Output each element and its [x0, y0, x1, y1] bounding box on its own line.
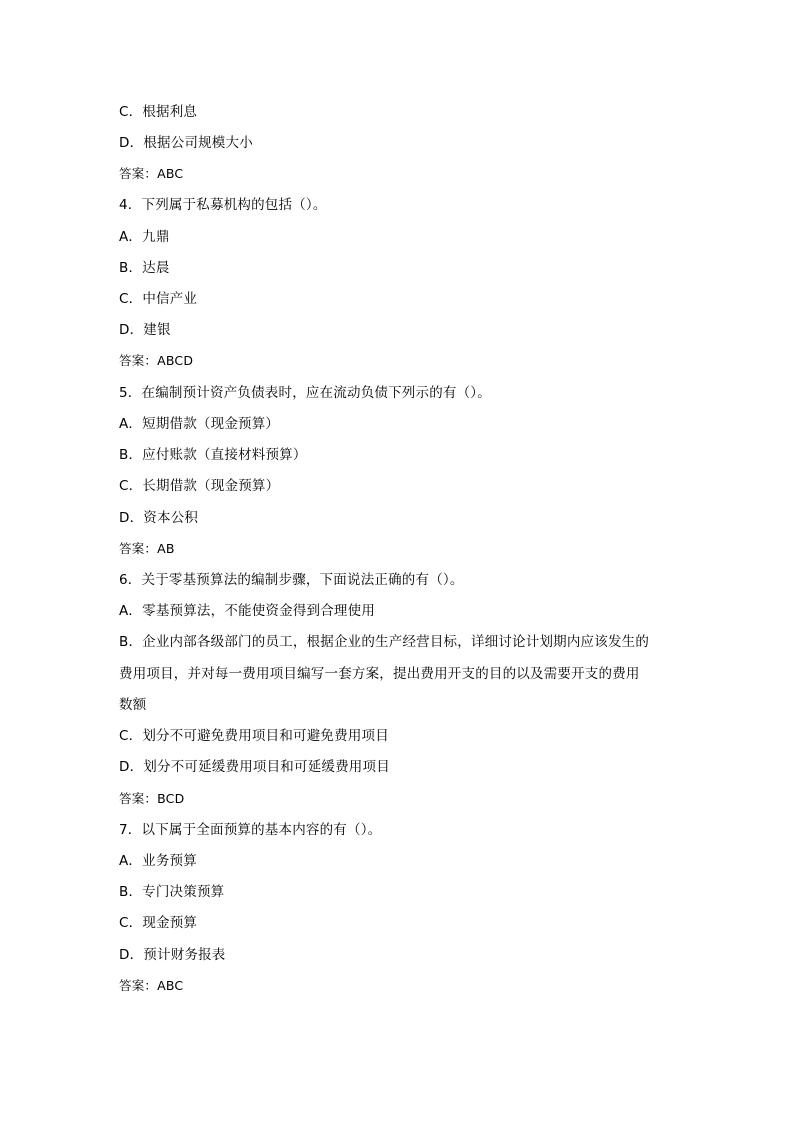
question-5: 5．在编制预计资产负债表时，应在流动负债下列示的有（）。 — [119, 385, 491, 401]
option-c-q5: C．长期借款（现金预算） — [119, 478, 280, 494]
option-d-q5: D．资本公积 — [119, 510, 199, 526]
answer-q3: 答案：ABC — [119, 166, 184, 181]
question-4: 4．下列属于私募机构的包括（）。 — [119, 197, 327, 213]
option-b-q6-line3: 数额 — [119, 697, 147, 713]
option-c-q7: C．现金预算 — [119, 915, 198, 931]
option-d-q6: D．划分不可延缓费用项目和可延缓费用项目 — [119, 759, 390, 775]
answer-q4: 答案：ABCD — [119, 353, 194, 368]
option-d-q4: D．建银 — [119, 322, 171, 338]
question-7: 7．以下属于全面预算的基本内容的有（）。 — [119, 822, 382, 838]
option-d-q7: D．预计财务报表 — [119, 947, 226, 963]
option-c-q3: C．根据利息 — [119, 104, 198, 120]
option-b-q7: B．专门决策预算 — [119, 884, 225, 900]
option-d-q3: D．根据公司规模大小 — [119, 135, 253, 151]
question-6: 6．关于零基预算法的编制步骤，下面说法正确的有（）。 — [119, 572, 464, 588]
option-c-q4: C．中信产业 — [119, 291, 198, 307]
option-b-q6-line2: 费用项目，并对每一费用项目编写一套方案，提出费用开支的目的以及需要开支的费用 — [119, 666, 640, 682]
option-a-q7: A．业务预算 — [119, 853, 197, 869]
answer-q6: 答案：BCD — [119, 791, 185, 806]
option-a-q5: A．短期借款（现金预算） — [119, 416, 280, 432]
option-a-q4: A．九鼎 — [119, 229, 170, 245]
answer-q5: 答案：AB — [119, 541, 175, 556]
option-c-q6: C．划分不可避免费用项目和可避免费用项目 — [119, 728, 389, 744]
option-b-q6-line1: B．企业内部各级部门的员工，根据企业的生产经营目标，详细讨论计划期内应该发生的 — [119, 634, 650, 650]
answer-q7: 答案：ABC — [119, 978, 184, 993]
option-a-q6: A．零基预算法，不能使资金得到合理使用 — [119, 603, 376, 619]
option-b-q4: B．达晨 — [119, 260, 170, 276]
option-b-q5: B．应付账款（直接材料预算） — [119, 447, 307, 463]
